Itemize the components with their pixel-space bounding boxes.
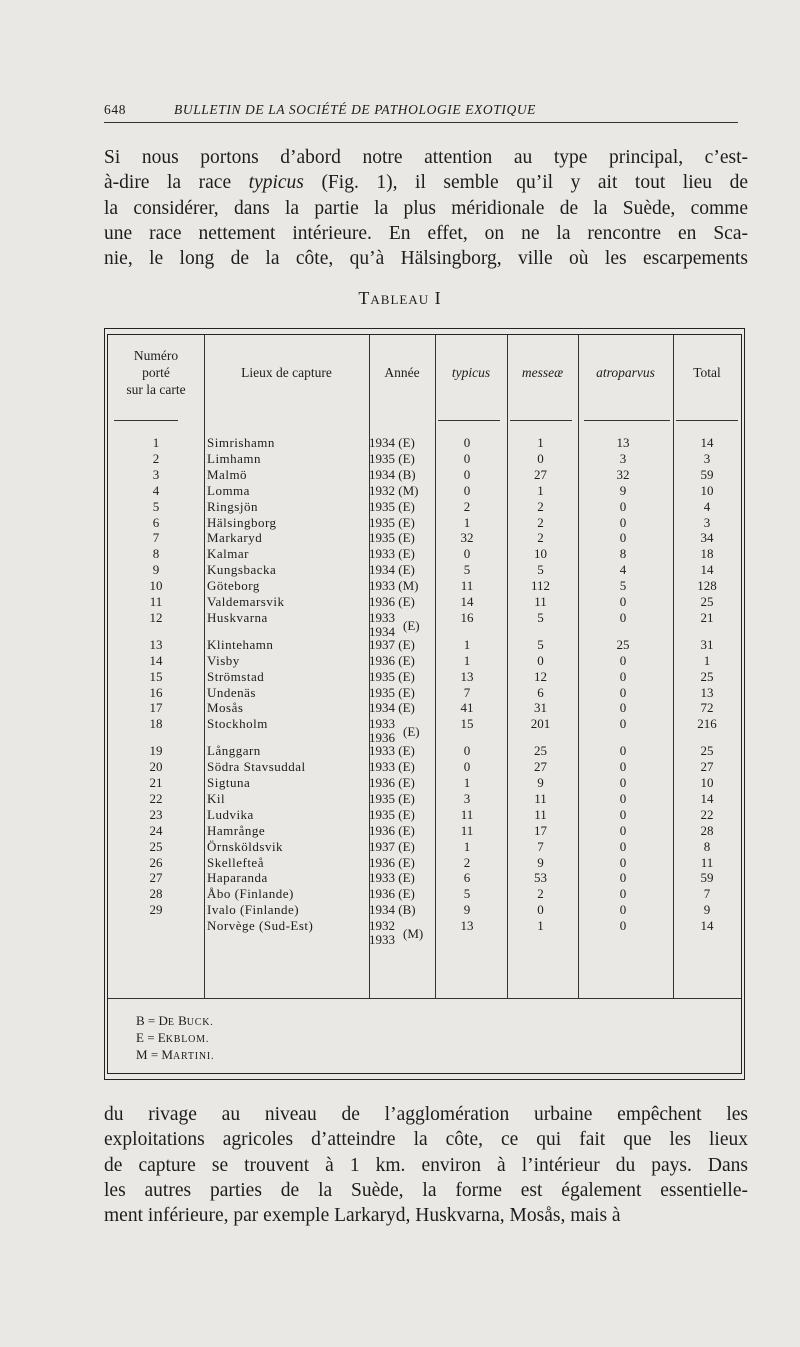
row-year: 1937 (E) [369,838,415,854]
paragraph-bottom [104,1102,748,1228]
row-number: 19 [149,743,163,759]
row-typicus: 0 [463,759,471,775]
row-atroparvus: 4 [619,562,627,578]
row-messeae: 5 [537,562,544,578]
row-year: 1933 (E) [369,743,415,759]
row-messeae: 27 [534,759,547,775]
journal-title: BULLETIN DE LA SOCIÉTÉ DE PATHOLOGIE EXOTIQUE [174,102,537,117]
row-atroparvus: 0 [619,700,627,716]
row-year: 1933 (M) [369,578,419,594]
row-year: 1933 (E) [369,759,415,775]
row-messeae: 7 [537,838,544,854]
row-messeae: 2 [537,498,544,514]
row-number: 13 [149,636,163,652]
legend-item: M = MARTINI. [136,1047,215,1062]
row-messeae: 201 [530,716,551,732]
text-line: ment inférieure, par exemple Larkaryd, Huskvarna, Mosås, mais à [104,1205,621,1227]
row-total: 14 [700,562,714,578]
row-atroparvus: 0 [619,886,627,902]
header-rule [114,420,178,421]
row-messeae: 2 [537,514,544,530]
row-location: Huskvarna [207,609,268,625]
row-atroparvus: 0 [619,790,627,806]
row-number: 11 [149,594,163,609]
row-atroparvus: 0 [619,716,627,732]
row-number: 7 [152,530,160,546]
row-location: Lomma [207,482,250,498]
row-location: Södra Stavsuddal [207,759,306,775]
row-messeae: 2 [537,530,544,546]
row-typicus: 11 [460,822,474,838]
row-messeae: 6 [537,684,544,700]
row-location: Långgarn [207,743,261,759]
row-atroparvus: 0 [619,918,627,934]
row-atroparvus: 0 [619,668,627,684]
row-typicus: 7 [463,684,471,700]
row-number: 26 [149,854,163,870]
row-location: Undenäs [207,684,256,700]
row-messeae: 9 [537,854,544,870]
row-total: 11 [700,854,714,870]
row-number: 5 [152,498,160,514]
header-rule [676,420,738,421]
row-atroparvus: 25 [616,636,630,652]
row-atroparvus: 0 [619,530,627,546]
row-total: 25 [700,668,714,684]
row-number: 6 [152,514,160,530]
row-location: Kungsbacka [207,562,277,578]
row-year: 1933 (E) [369,870,415,886]
row-number: 25 [149,838,163,854]
row-number: 21 [149,775,163,790]
row-typicus: 13 [460,918,474,934]
row-total: 3 [703,450,711,466]
row-total: 59 [700,466,714,482]
row-location: Skellefteå [207,854,264,870]
row-year: 1935 (E) [369,806,415,822]
row-location: Kil [207,790,226,806]
row-number: 8 [152,546,160,562]
row-typicus: 13 [460,668,474,684]
row-typicus: 1 [463,775,471,790]
row-messeae: 5 [537,609,544,625]
row-number: 16 [149,684,163,700]
text-line: nie, le long de la côte, qu’à Hälsingborg, ville où les escarpements [104,248,748,270]
table-legend [136,1013,214,1064]
row-messeae: 5 [537,636,544,652]
row-total: 3 [703,514,711,530]
row-messeae: 9 [537,775,544,790]
header-rule [438,420,500,421]
row-atroparvus: 0 [619,743,627,759]
header-atroparvus: atroparvus [578,335,674,409]
row-atroparvus: 0 [619,775,627,790]
row-typicus: 0 [463,466,471,482]
row-messeae: 1 [537,435,544,450]
row-typicus: 1 [463,838,471,854]
row-location: Ludvika [207,806,254,822]
row-typicus: 11 [460,578,474,594]
row-typicus: 1 [463,652,471,668]
row-atroparvus: 0 [619,514,627,530]
row-typicus: 0 [463,435,471,450]
row-total: 72 [700,700,714,716]
row-atroparvus: 0 [619,822,627,838]
row-location: Limhamn [207,450,262,466]
row-atroparvus: 13 [616,435,630,450]
row-location: Malmö [207,466,248,482]
row-number: 10 [149,578,163,594]
row-location: Åbo (Finlande) [207,886,294,902]
row-messeae: 0 [537,652,544,668]
row-year: 1935 (E) [369,498,415,514]
row-number: 18 [149,716,163,732]
header-rule [584,420,670,421]
row-year: 1934 (E) [369,435,415,450]
row-total: 128 [697,578,717,594]
header-rule [510,420,572,421]
row-location: Valdemarsvik [207,594,285,609]
row-location: Simrishamn [207,435,275,450]
row-location: Hälsingborg [207,514,277,530]
text-line: les autres parties de la Suède, la forme est également essentielle- [104,1179,748,1201]
row-location: Stockholm [207,716,268,732]
row-typicus: 1 [463,636,471,652]
row-typicus: 1 [463,514,471,530]
row-typicus: 6 [463,870,471,886]
row-year: 1934 (B) [369,902,416,918]
row-number: 14 [149,652,163,668]
row-total: 31 [700,636,714,652]
row-atroparvus: 0 [619,684,627,700]
row-messeae: 17 [534,822,547,838]
page-number: 648 [104,102,127,117]
column-divider [204,335,205,998]
row-location: Hamrånge [207,822,266,838]
row-typicus: 32 [460,530,474,546]
row-typicus: 2 [463,498,471,514]
row-number: 27 [149,870,163,886]
paragraph-top [104,145,748,271]
row-total: 27 [700,759,714,775]
row-atroparvus: 0 [619,854,627,870]
row-messeae: 1 [537,918,544,934]
row-number: 15 [149,668,163,684]
row-total: 14 [700,918,714,934]
row-messeae: 25 [534,743,547,759]
row-total: 1 [703,652,711,668]
row-messeae: 0 [537,450,544,466]
row-atroparvus: 32 [616,466,630,482]
header-messeae: messeæ [507,335,579,409]
row-number: 24 [149,822,163,838]
row-location: Örnsköldsvik [207,838,284,854]
row-atroparvus: 0 [619,498,627,514]
row-year: 1932 (M) [369,482,419,498]
row-number: 28 [149,886,163,902]
row-number: 9 [152,562,160,578]
row-location: Norvège (Sud-Est) [207,918,314,934]
row-year: 1936 (E) [369,822,415,838]
row-total: 10 [700,482,714,498]
row-messeae: 31 [534,700,547,716]
row-atroparvus: 0 [619,759,627,775]
row-year: 1933 1936 (E) [369,716,420,746]
row-number: 23 [149,806,163,822]
row-messeae: 2 [537,886,544,902]
row-typicus: 0 [463,546,471,562]
row-atroparvus: 0 [619,870,627,886]
row-total: 21 [700,609,714,625]
running-header [104,100,738,123]
row-location: Strömstad [207,668,265,684]
row-atroparvus: 0 [619,609,627,625]
row-messeae: 12 [534,668,547,684]
legend-item: B = DE BUCK. [136,1013,214,1028]
row-year: 1935 (E) [369,684,415,700]
header-numero: Numéro porté sur la carte [108,335,205,409]
row-year: 1937 (E) [369,636,415,652]
row-year: 1936 (E) [369,854,415,870]
row-messeae: 11 [534,594,547,609]
row-year: 1936 (E) [369,594,415,609]
row-year: 1935 (E) [369,530,415,546]
row-location: Göteborg [207,578,260,594]
table-caption: TABLEAU I [358,288,442,308]
row-atroparvus: 3 [619,450,627,466]
row-atroparvus: 0 [619,902,627,918]
row-typicus: 16 [460,609,474,625]
row-year: 1935 (E) [369,514,415,530]
row-total: 14 [700,435,714,450]
row-location: Markaryd [207,530,263,546]
row-total: 4 [703,498,711,514]
row-atroparvus: 9 [619,482,627,498]
row-year: 1935 (E) [369,790,415,806]
row-number: 3 [152,466,160,482]
row-year: 1935 (E) [369,450,415,466]
row-year: 1935 (E) [369,668,415,684]
row-typicus: 11 [460,806,474,822]
row-total: 216 [697,716,717,732]
row-year: 1933 1934 (E) [369,609,420,639]
row-typicus: 15 [460,716,474,732]
row-total: 34 [700,530,714,546]
row-total: 59 [700,870,714,886]
row-year: 1936 (E) [369,775,415,790]
text-line: Si nous portons d’abord notre attention au type principal, c’est- [104,147,748,168]
row-atroparvus: 0 [619,594,627,609]
header-typicus: typicus [435,335,508,409]
row-typicus: 3 [463,790,471,806]
row-total: 7 [703,886,711,902]
text-line: à-dire la race typicus (Fig. 1), il semble qu’il y ait tout lieu de [104,172,749,194]
row-year: 1936 (E) [369,652,415,668]
table-bottom-rule [108,998,741,999]
row-typicus: 41 [460,700,474,716]
text-line: une race nettement intérieure. En effet, on ne la rencontre en Sca- [104,222,748,244]
data-table [107,334,742,1074]
header-lieux: Lieux de capture [204,335,370,409]
row-total: 18 [700,546,714,562]
row-total: 25 [700,594,714,609]
row-typicus: 2 [463,854,471,870]
row-year: 1934 (E) [369,562,415,578]
header-total: Total [693,364,721,380]
header-annee: Année [369,335,436,409]
legend-item: E = EKBLOM. [136,1030,210,1045]
row-messeae: 112 [530,578,551,594]
row-atroparvus: 5 [619,578,627,594]
row-messeae: 11 [534,790,547,806]
row-number: 22 [149,790,163,806]
row-location: Kalmar [207,546,249,562]
row-total: 10 [700,775,714,790]
row-number: 1 [152,435,160,450]
row-number: 20 [149,759,163,775]
row-total: 9 [703,902,711,918]
row-typicus: 14 [460,594,474,609]
row-year: 1934 (E) [369,700,415,716]
row-location: Ringsjön [207,498,258,514]
row-messeae: 53 [534,870,547,886]
row-messeae: 1 [537,482,544,498]
text-line: du rivage au niveau de l’agglomération urbaine empêchent les [104,1104,748,1125]
row-total: 14 [700,790,714,806]
row-atroparvus: 8 [619,546,627,562]
row-location: Ivalo (Finlande) [207,902,300,918]
row-messeae: 27 [534,466,547,482]
row-year: 1934 (B) [369,466,416,482]
row-messeae: 11 [534,806,547,822]
text-line: de capture se trouvent à 1 km. environ à l’intérieur du pays. Dans [104,1154,748,1176]
row-total: 22 [700,806,714,822]
row-location: Visby [207,652,240,668]
row-year: 1932 1933 (M) [369,918,424,948]
row-total: 25 [700,743,714,759]
row-number: 29 [149,902,163,918]
row-location: Mosås [207,700,244,716]
text-line: la considérer, dans la partie la plus méridionale de la Suède, comme [104,197,748,219]
text-line: exploitations agricoles d’atteindre la côte, ce qui fait que les lieux [104,1129,748,1151]
row-total: 13 [700,684,714,700]
row-messeae: 0 [537,902,544,918]
row-number: 12 [149,609,163,625]
row-atroparvus: 0 [619,806,627,822]
row-location: Klintehamn [207,636,274,652]
row-number: 2 [152,450,160,466]
row-messeae: 10 [534,546,547,562]
row-atroparvus: 0 [619,838,627,854]
row-location: Haparanda [207,870,268,886]
row-typicus: 0 [463,743,471,759]
row-typicus: 5 [463,886,471,902]
row-typicus: 0 [463,482,471,498]
row-location: Sigtuna [207,775,251,790]
table-frame [104,328,745,1080]
row-typicus: 0 [463,450,471,466]
row-year: 1933 (E) [369,546,415,562]
row-number: 17 [149,700,163,716]
row-year: 1936 (E) [369,886,415,902]
row-typicus: 5 [463,562,471,578]
row-number: 4 [152,482,160,498]
row-typicus: 9 [463,902,471,918]
row-total: 8 [703,838,711,854]
row-atroparvus: 0 [619,652,627,668]
row-total: 28 [700,822,714,838]
